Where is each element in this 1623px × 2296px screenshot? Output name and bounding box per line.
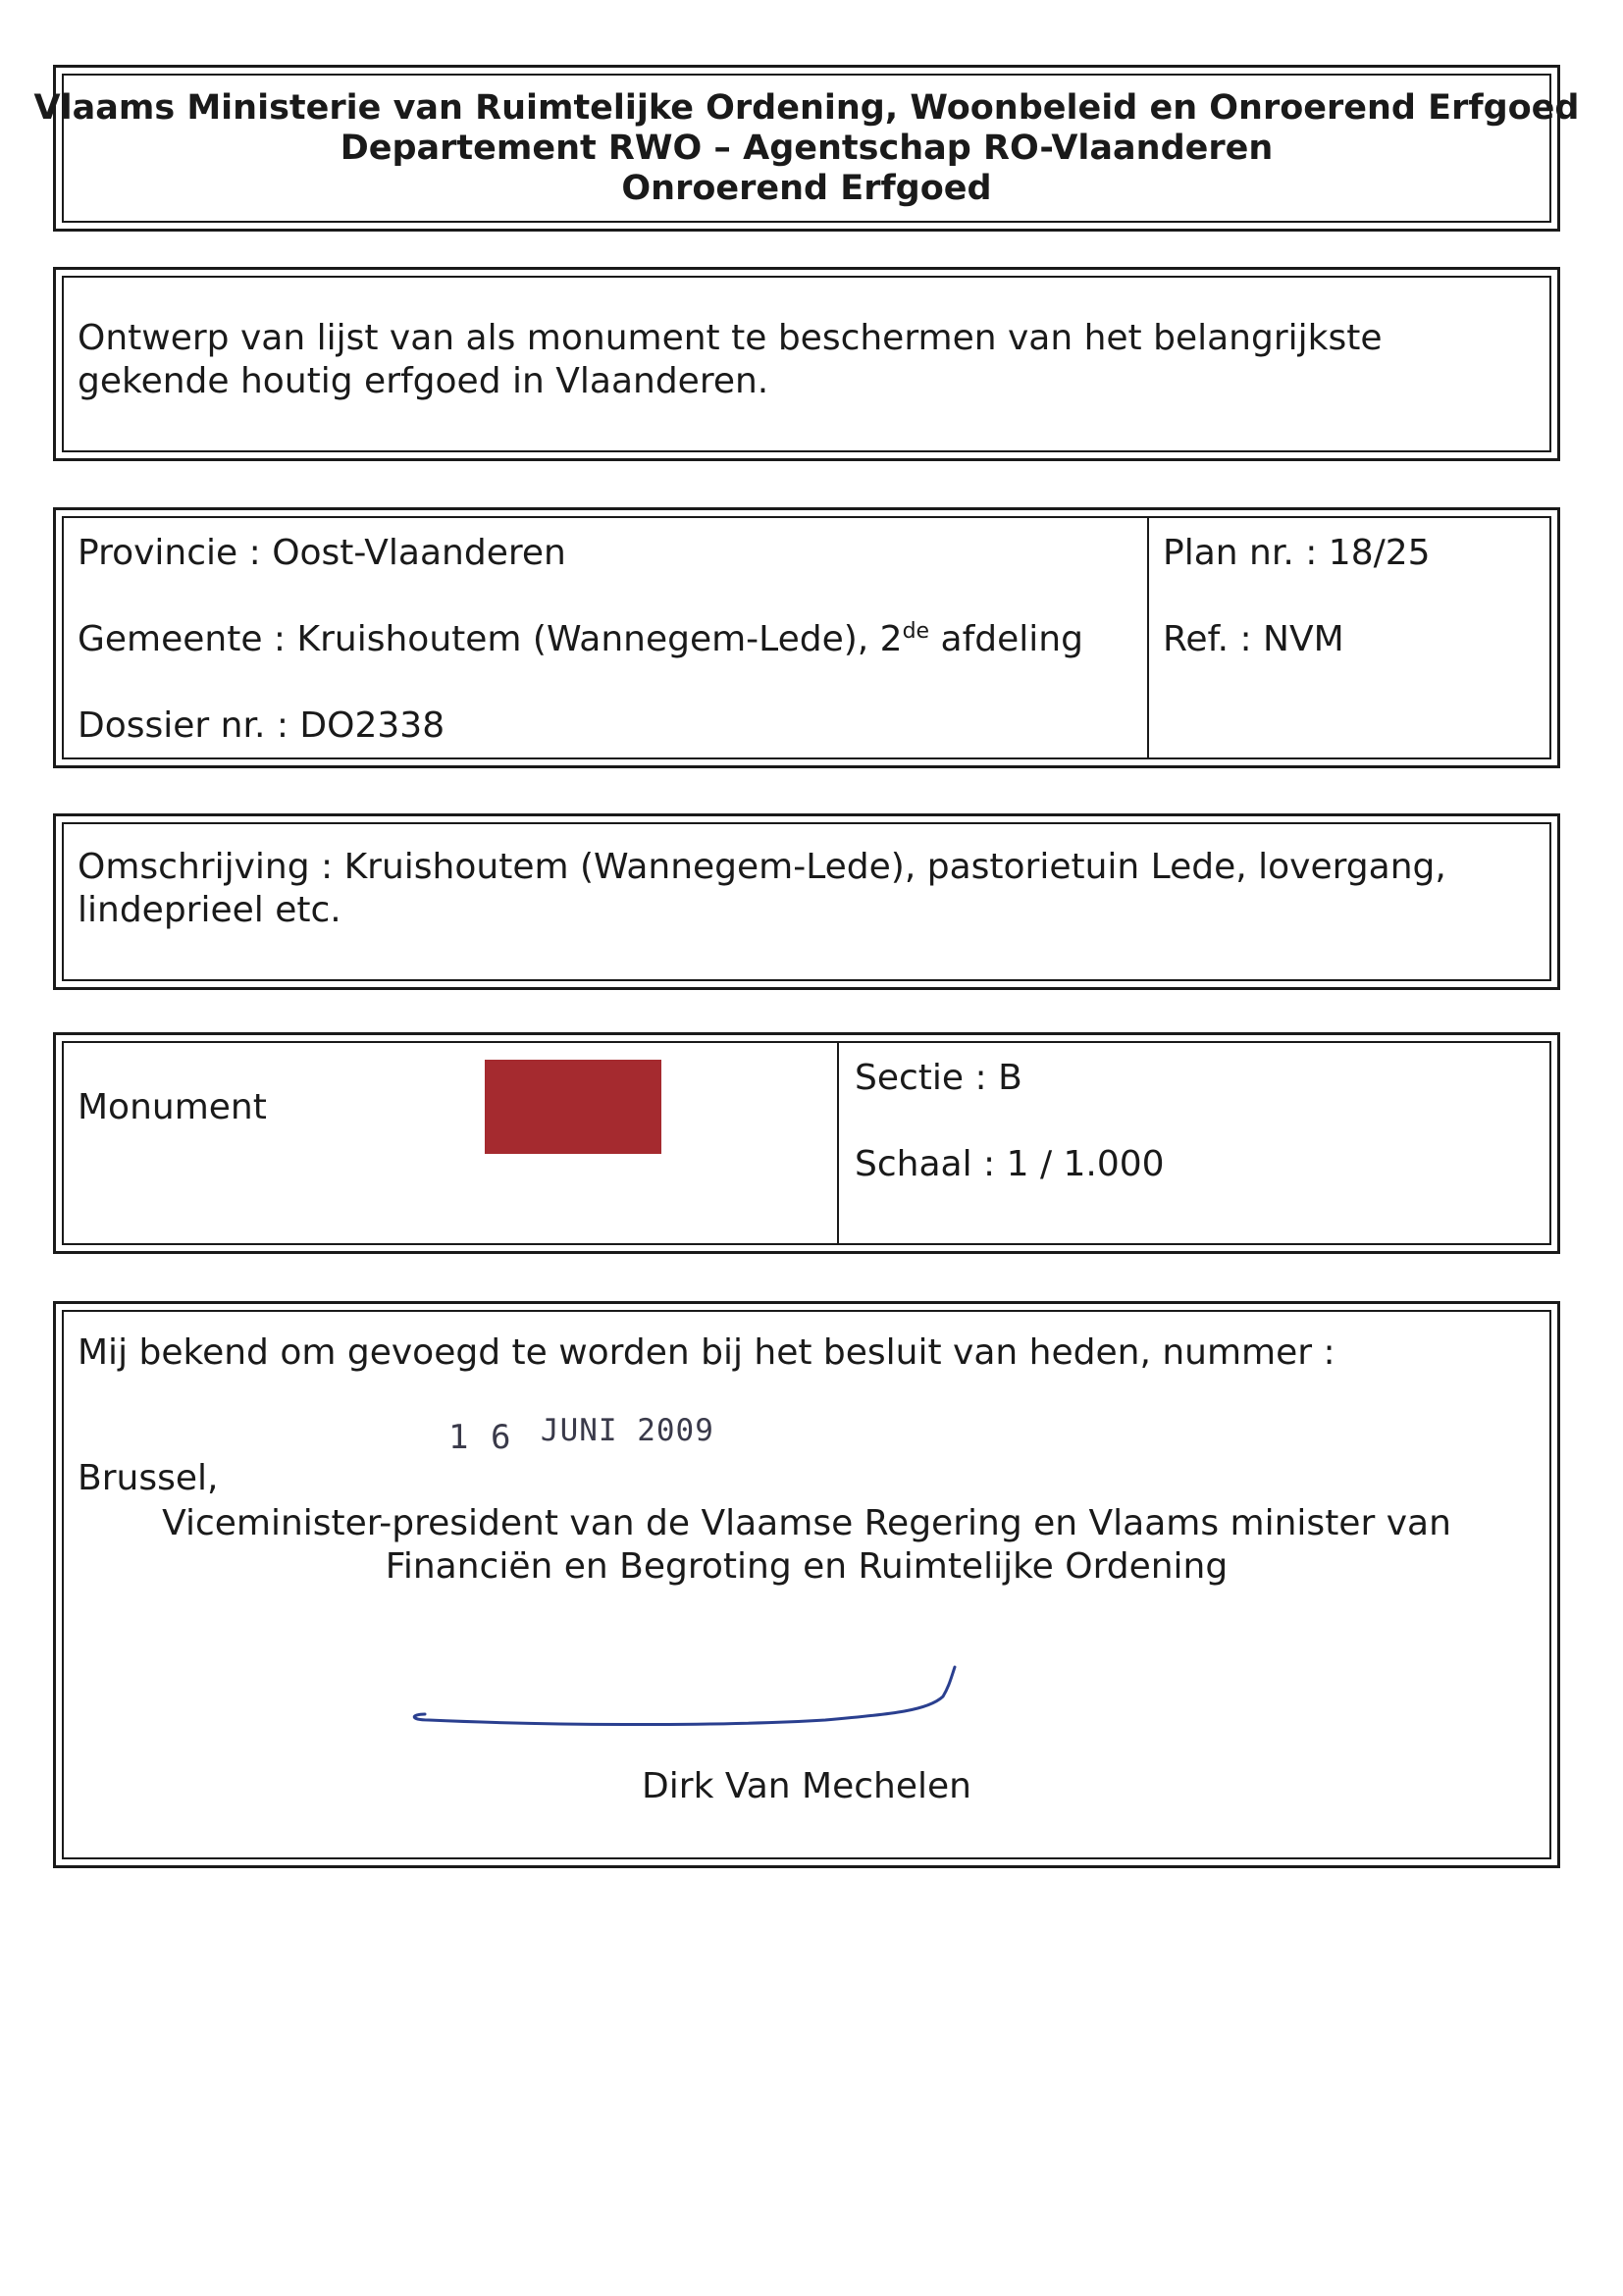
info-divider	[1147, 518, 1149, 757]
approval-box	[53, 1301, 1560, 1868]
monument-inner	[62, 1041, 1551, 1245]
gemeente-field	[78, 618, 1083, 661]
title-inner	[62, 276, 1551, 452]
title-box	[53, 267, 1560, 461]
description-inner	[62, 822, 1551, 981]
place-text: Brussel,	[78, 1458, 219, 1498]
function-line-2: Financiën en Begroting en Ruimtelijke Ordening	[385, 1546, 1229, 1587]
monument-legend-swatch	[485, 1060, 661, 1154]
header-line-ministry: Vlaams Ministerie van Ruimtelijke Ordening, Woonbeleid en Onroerend Erfgoed	[33, 87, 1580, 128]
date-stamp	[448, 1413, 714, 1457]
plan-number-field: Plan nr. : 18/25	[1163, 533, 1431, 573]
approval-statement: Mij bekend om gevoegd te worden bij het besluit van heden, nummer :	[78, 1332, 1335, 1373]
info-inner	[62, 516, 1551, 759]
reference-field: Ref. : NVM	[1163, 619, 1344, 659]
stamp-day: 1 6	[448, 1418, 512, 1457]
header-line-department: Departement RWO – Agentschap RO-Vlaanderen	[340, 128, 1274, 168]
gemeente-suffix: afdeling	[929, 619, 1083, 659]
header-line-agency: Onroerend Erfgoed	[621, 168, 992, 208]
monument-box	[53, 1032, 1560, 1254]
sectie-field: Sectie : B	[855, 1058, 1022, 1098]
monument-label: Monument	[78, 1087, 267, 1127]
signatory-name: Dirk Van Mechelen	[642, 1766, 971, 1806]
description-text: Omschrijving : Kruishoutem (Wannegem-Lede), pastorietuin Lede, lovergang, lindeprieel etc.	[78, 847, 1446, 930]
approval-inner	[62, 1310, 1551, 1859]
function-line-1: Viceminister-president van de Vlaamse Regering en Vlaams minister van	[162, 1503, 1451, 1543]
stamp-month-year: JUNI 2009	[540, 1413, 714, 1448]
description-box	[53, 813, 1560, 990]
schaal-field: Schaal : 1 / 1.000	[855, 1144, 1165, 1184]
info-box	[53, 507, 1560, 768]
document-title: Ontwerp van lijst van als monument te beschermen van het belangrijkste gekende houtig erfgoed in Vlaanderen.	[78, 318, 1383, 401]
dossier-field: Dossier nr. : DO2338	[78, 705, 445, 746]
provincie-field: Provincie : Oost-Vlaanderen	[78, 533, 566, 573]
header-box	[33, 65, 1580, 232]
signature-image	[403, 1657, 992, 1746]
monument-divider	[837, 1043, 839, 1243]
header-inner	[33, 74, 1580, 223]
gemeente-superscript: de	[902, 619, 930, 644]
gemeente-text: Gemeente : Kruishoutem (Wannegem-Lede), 2	[78, 619, 903, 659]
